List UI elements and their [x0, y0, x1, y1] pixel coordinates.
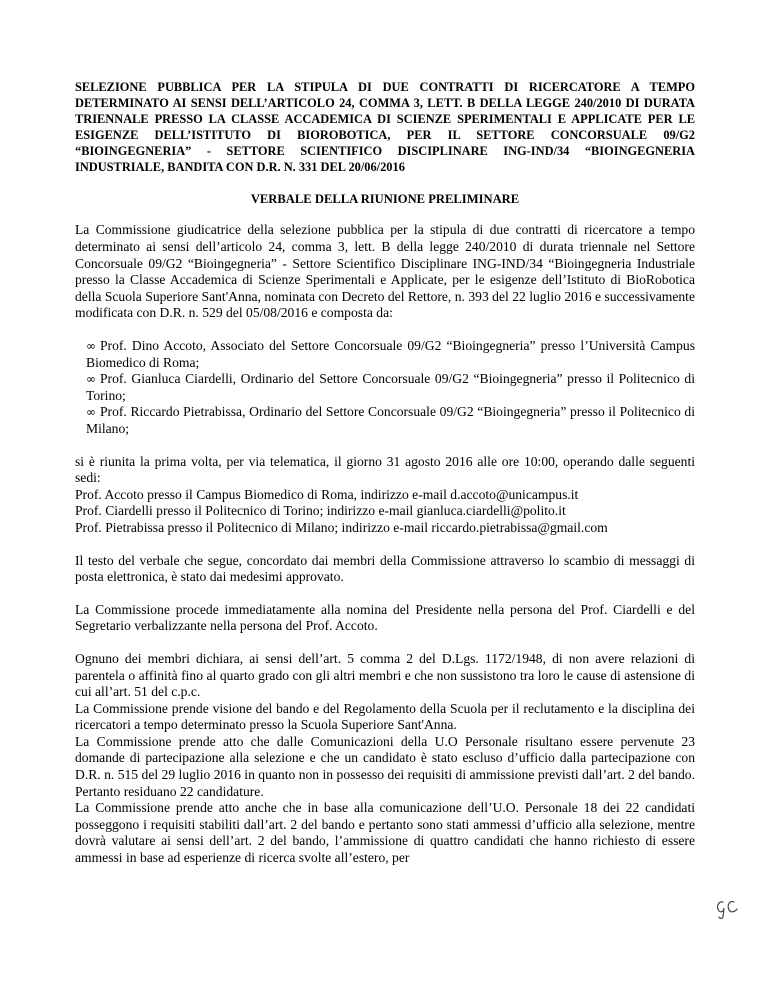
list-item	[86, 404, 695, 437]
members-list	[75, 338, 695, 438]
declaration-paragraph: La Commissione prende atto che dalle Comunicazioni della U.O Personale risultano essere pervenute 23 domande di partecipazione alla selezione e che un candidato è stato escluso d’ufficio dalla partecipazione con D.R. n. 515 del 29 luglio 2016 in quanto non in possesso dei requisiti di ammissione previsti dall’art. 2 del bando. Pertanto residuano 22 candidature.	[75, 733, 695, 799]
infinity-bullet-icon: ∞	[86, 339, 96, 353]
seat-line: Prof. Pietrabissa presso il Politecnico di Milano; indirizzo e-mail riccardo.pietrabissa@gmail.com	[75, 519, 608, 535]
meeting-paragraph: si è riunita la prima volta, per via telematica, il giorno 31 agosto 2016 alle ore 10:00, operando dalle seguenti sedi:	[75, 453, 695, 486]
member-text: Prof. Riccardo Pietrabissa, Ordinario del Settore Concorsuale 09/G2 “Bioingegneria” presso il Politecnico di Milano;	[86, 404, 695, 436]
intro-paragraph: La Commissione giudicatrice della selezione pubblica per la stipula di due contratti di ricercatore a tempo determinato ai sensi dell’articolo 24, comma 3, lett. B della legge 240/2010 di durata triennale nel Settore Concorsuale 09/G2 “Bioingegneria” - Settore Scientifico Disciplinare ING-IND/34 “Bioingegneria Industriale presso la Classe Accademica di Scienze Sperimentali e Applicate, per le esigenze dell’Istituto di BioRobotica della Scuola Superiore Sant'Anna, nominata con Decreto del Rettore, n. 393 del 22 luglio 2016 e successivamente modificata con D.R. n. 529 del 05/08/2016 e composta da:	[75, 222, 695, 321]
list-item	[86, 338, 695, 371]
document-page	[75, 80, 695, 867]
declaration-paragraph: La Commissione prende atto anche che in base alla comunicazione dell’U.O. Personale 18 dei 22 candidati posseggono i requisiti stabiliti dall’art. 2 del bando e pertanto sono stati ammessi d’ufficio alla selezione, mentre dovrà valutare ai sensi dell’art. 2 del bando, l’ammissione di quattro candidati che hanno richiesto di essere ammessi in base ad esperienze di ricerca svolte all’estero, per	[75, 800, 695, 866]
handwritten-initials-icon	[714, 898, 740, 920]
member-text: Prof. Dino Accoto, Associato del Settore Concorsuale 09/G2 “Bioingegneria” presso l’Università Campus Biomedico di Roma;	[86, 338, 695, 370]
approval-paragraph: Il testo del verbale che segue, concordato dai membri della Commissione attraverso lo scambio di messaggi di posta elettronica, è stato dai medesimi approvato.	[75, 552, 695, 585]
document-title: SELEZIONE PUBBLICA PER LA STIPULA DI DUE CONTRATTI DI RICERCATORE A TEMPO DETERMINATO AI SENSI DELL’ARTICOLO 24, COMMA 3, LETT. B DELLA LEGGE 240/2010 DI DURATA TRIENNALE PRESSO LA CLASSE ACCADEMICA DI SCIENZE SPERIMENTALI E APPLICATE PER LE ESIGENZE DELL’ISTITUTO DI BIOROBOTICA, PER IL SETTORE CONCORSUALE 09/G2 “BIOINGEGNERIA” - SETTORE SCIENTIFICO DISCIPLINARE ING-IND/34 “BIOINGEGNERIA INDUSTRIALE, BANDITA CON D.R. N. 331 DEL 20/06/2016	[75, 80, 695, 174]
declaration-paragraph: Ognuno dei membri dichiara, ai sensi dell’art. 5 comma 2 del D.Lgs. 1172/1948, di non avere relazioni di parentela o affinità fino al quarto grado con gli altri membri e che non sussistono tra loro le cause di astensione di cui all’art. 51 del c.p.c.	[75, 650, 695, 700]
declaration-paragraph: La Commissione prende visione del bando e del Regolamento della Scuola per il reclutamento e la disciplina dei ricercatori a tempo determinato presso la Scuola Superiore Sant'Anna.	[75, 700, 695, 733]
document-subtitle: VERBALE DELLA RIUNIONE PRELIMINARE	[250, 192, 520, 207]
seat-line: Prof. Accoto presso il Campus Biomedico di Roma, indirizzo e-mail d.accoto@unicampus.it	[75, 486, 579, 502]
member-text: Prof. Gianluca Ciardelli, Ordinario del Settore Concorsuale 09/G2 “Bioingegneria” presso il Politecnico di Torino;	[86, 371, 695, 403]
infinity-bullet-icon: ∞	[86, 405, 96, 420]
infinity-bullet-icon: ∞	[86, 372, 96, 387]
list-item	[86, 371, 695, 404]
seat-line: Prof. Ciardelli presso il Politecnico di Torino; indirizzo e-mail gianluca.ciardelli@polito.it	[75, 503, 566, 519]
nomination-paragraph: La Commissione procede immediatamente alla nomina del Presidente nella persona del Prof. Ciardelli e del Segretario verbalizzante nella persona del Prof. Accoto.	[75, 601, 695, 634]
